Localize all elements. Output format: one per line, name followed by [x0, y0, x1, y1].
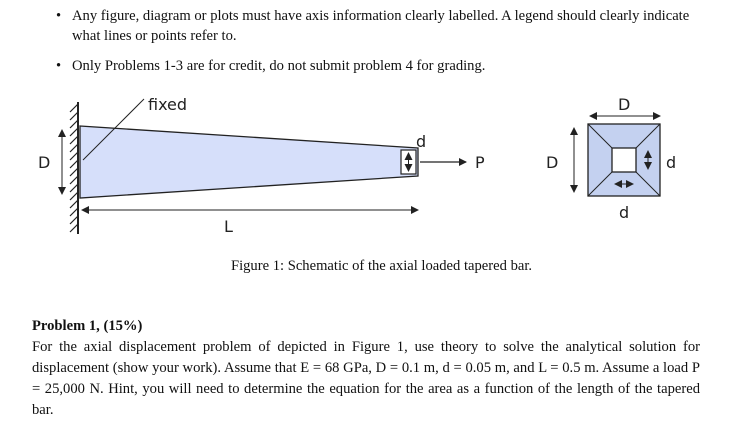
problem-body: For the axial displacement problem of depicted in Figure 1, use theory to solve the analytical solution for displacement (show your work). Assume that E = 68 GPa, D = 0.1 m, d = 0.05 m, and L = 0.5 m. Assume a load P = 25,000 N. Hint, you will need to determine the equation for the area as a function of the length of the tapered bar.	[32, 339, 700, 418]
fixed-wall	[70, 102, 78, 234]
problem-title: Problem 1, (15%)	[32, 318, 143, 334]
label-d-inner-right: d	[666, 153, 677, 172]
label-fixed: fixed	[148, 95, 188, 114]
bullet-item-figures	[56, 6, 716, 46]
label-D-top: D	[618, 95, 631, 114]
figure-caption-text: Figure 1: Schematic of the axial loaded tapered bar.	[230, 258, 533, 274]
tapered-bar-figure	[0, 84, 729, 254]
bullet-marker: •	[56, 8, 62, 24]
label-d-end: d	[416, 132, 427, 151]
instruction-list	[56, 6, 716, 86]
tapered-bar	[80, 126, 418, 198]
label-d-inner-bottom: d	[619, 203, 630, 222]
bullet-item-credit	[56, 56, 716, 76]
label-D-left: D	[38, 153, 51, 172]
bullet-text-figures: Any figure, diagram or plots must have axis information clearly labelled. A legend should clearly indicate what lines or points refer to.	[72, 8, 690, 44]
bullet-marker: •	[56, 58, 62, 74]
figure-caption	[0, 258, 729, 275]
cross-section	[546, 95, 676, 222]
bullet-text-credit: Only Problems 1-3 are for credit, do not submit problem 4 for grading.	[72, 58, 486, 74]
label-D-cross: D	[546, 153, 559, 172]
label-L: L	[224, 217, 233, 236]
label-P: P	[475, 153, 485, 172]
problem-1	[32, 316, 700, 421]
inner-square	[612, 148, 636, 172]
